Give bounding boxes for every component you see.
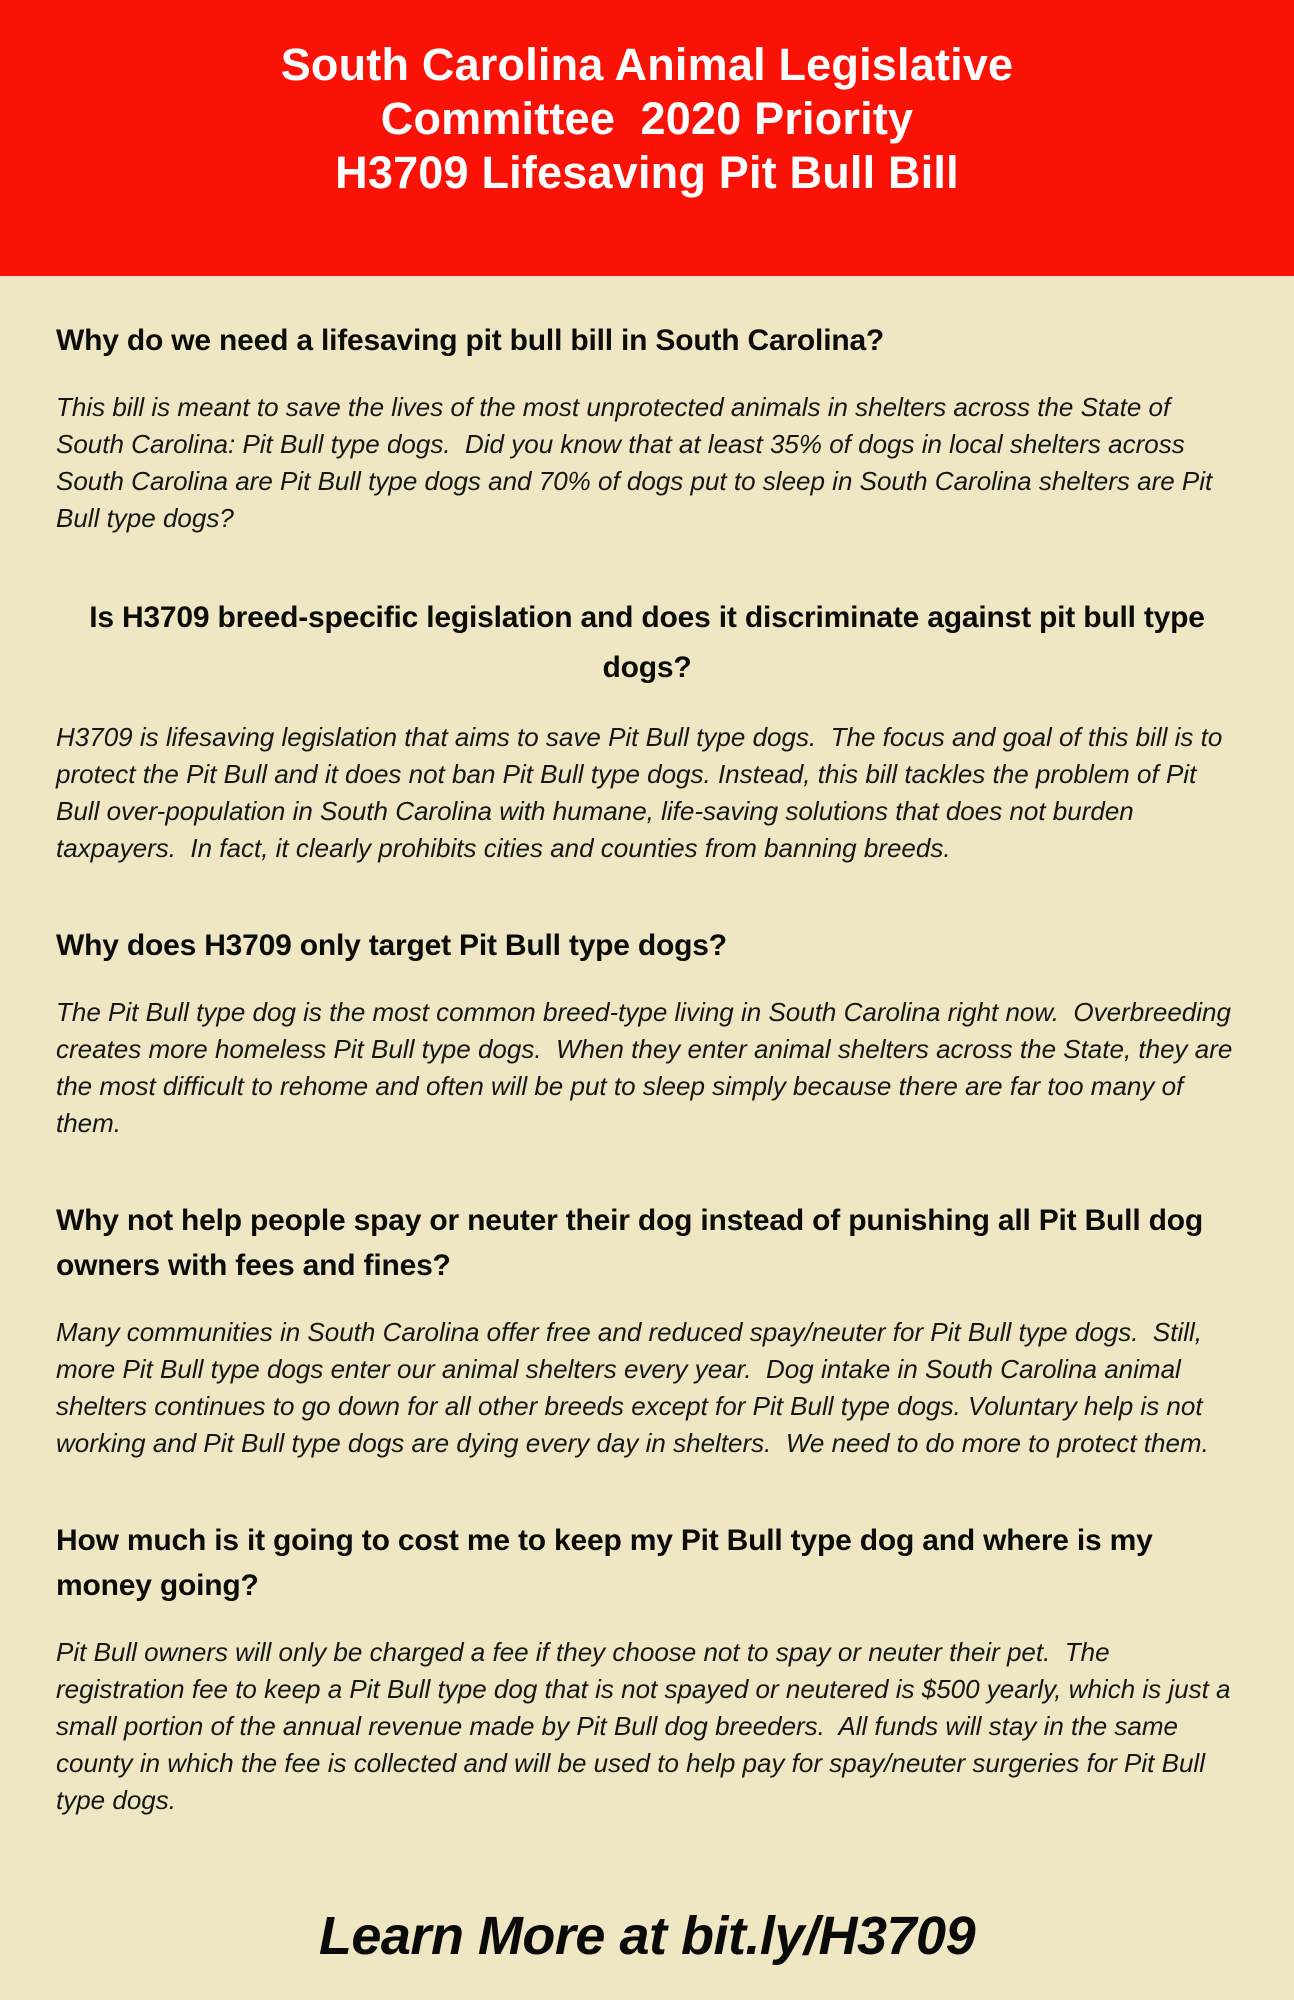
header-banner	[0, 0, 1294, 276]
faq-question-4: Why not help people spay or neuter their dog instead of punishing all Pit Bull dog owners with fees and fines?	[56, 1204, 1212, 1282]
learn-more-text: Learn More at bit.ly/H3709	[318, 1906, 976, 1966]
faq-section-1	[56, 318, 1238, 537]
faq-section-4	[56, 1198, 1238, 1462]
faq-question-3: Why does H3709 only target Pit Bull type dogs?	[56, 929, 727, 962]
faq-section-2	[56, 593, 1238, 867]
header-title-line-2: Committee 2020 Priority	[380, 93, 914, 144]
faq-answer-2: H3709 is lifesaving legislation that aims to save Pit Bull type dogs. The focus and goal of this bill is to protect the Pit Bull and it does not ban Pit Bull type dogs. Instead, this bill tackles the problem of Pit Bull over-population in South Carolina with humane, life-saving solutions that does not burden taxpayers. In fact, it clearly prohibits cities and counties from banning breeds.	[56, 722, 1230, 863]
faq-content	[0, 318, 1294, 1967]
header-title-line-3: H3709 Lifesaving Pit Bull Bill	[335, 147, 959, 198]
faq-section-5	[56, 1518, 1238, 1819]
faq-question-2: Is H3709 breed-specific legislation and does it discriminate against pit bull type dogs?	[89, 601, 1213, 684]
header-title-line-1: South Carolina Animal Legislative	[280, 39, 1014, 90]
faq-answer-4: Many communities in South Carolina offer free and reduced spay/neuter for Pit Bull type dogs. Still, more Pit Bull type dogs enter our animal shelters every year. Dog intake in South Carolina animal shelters continues to go down for all other breeds except for Pit Bull type dogs. Voluntary help is not working and Pit Bull type dogs are dying every day in shelters. We need to do more to protect them.	[56, 1317, 1210, 1458]
faq-answer-3: The Pit Bull type dog is the most common breed-type living in South Carolina right now. Overbreeding creates more homeless Pit Bull type dogs. When they enter animal shelters across the State, they are the most difficult to rehome and often will be put to sleep simply because there are far too many of them.	[56, 997, 1240, 1138]
faq-question-5: How much is it going to cost me to keep my Pit Bull type dog and where is my money going?	[56, 1524, 1161, 1602]
faq-section-3	[56, 923, 1238, 1142]
faq-answer-1: This bill is meant to save the lives of the most unprotected animals in shelters across the State of South Carolina: Pit Bull type dogs. Did you know that at least 35% of dogs in local shelters across South Carolina are Pit Bull type dogs and 70% of dogs put to sleep in South Carolina shelters are Pit Bull type dogs?	[56, 392, 1220, 533]
faq-question-1: Why do we need a lifesaving pit bull bill in South Carolina?	[56, 324, 885, 357]
faq-answer-5: Pit Bull owners will only be charged a fee if they choose not to spay or neuter their pet. The registration fee to keep a Pit Bull type dog that is not spayed or neutered is $500 yearly, which is just a small portion of the annual revenue made by Pit Bull dog breeders. All funds will stay in the same county in which the fee is collected and will be used to help pay for spay/neuter surgeries for Pit Bull type dogs.	[56, 1637, 1238, 1815]
